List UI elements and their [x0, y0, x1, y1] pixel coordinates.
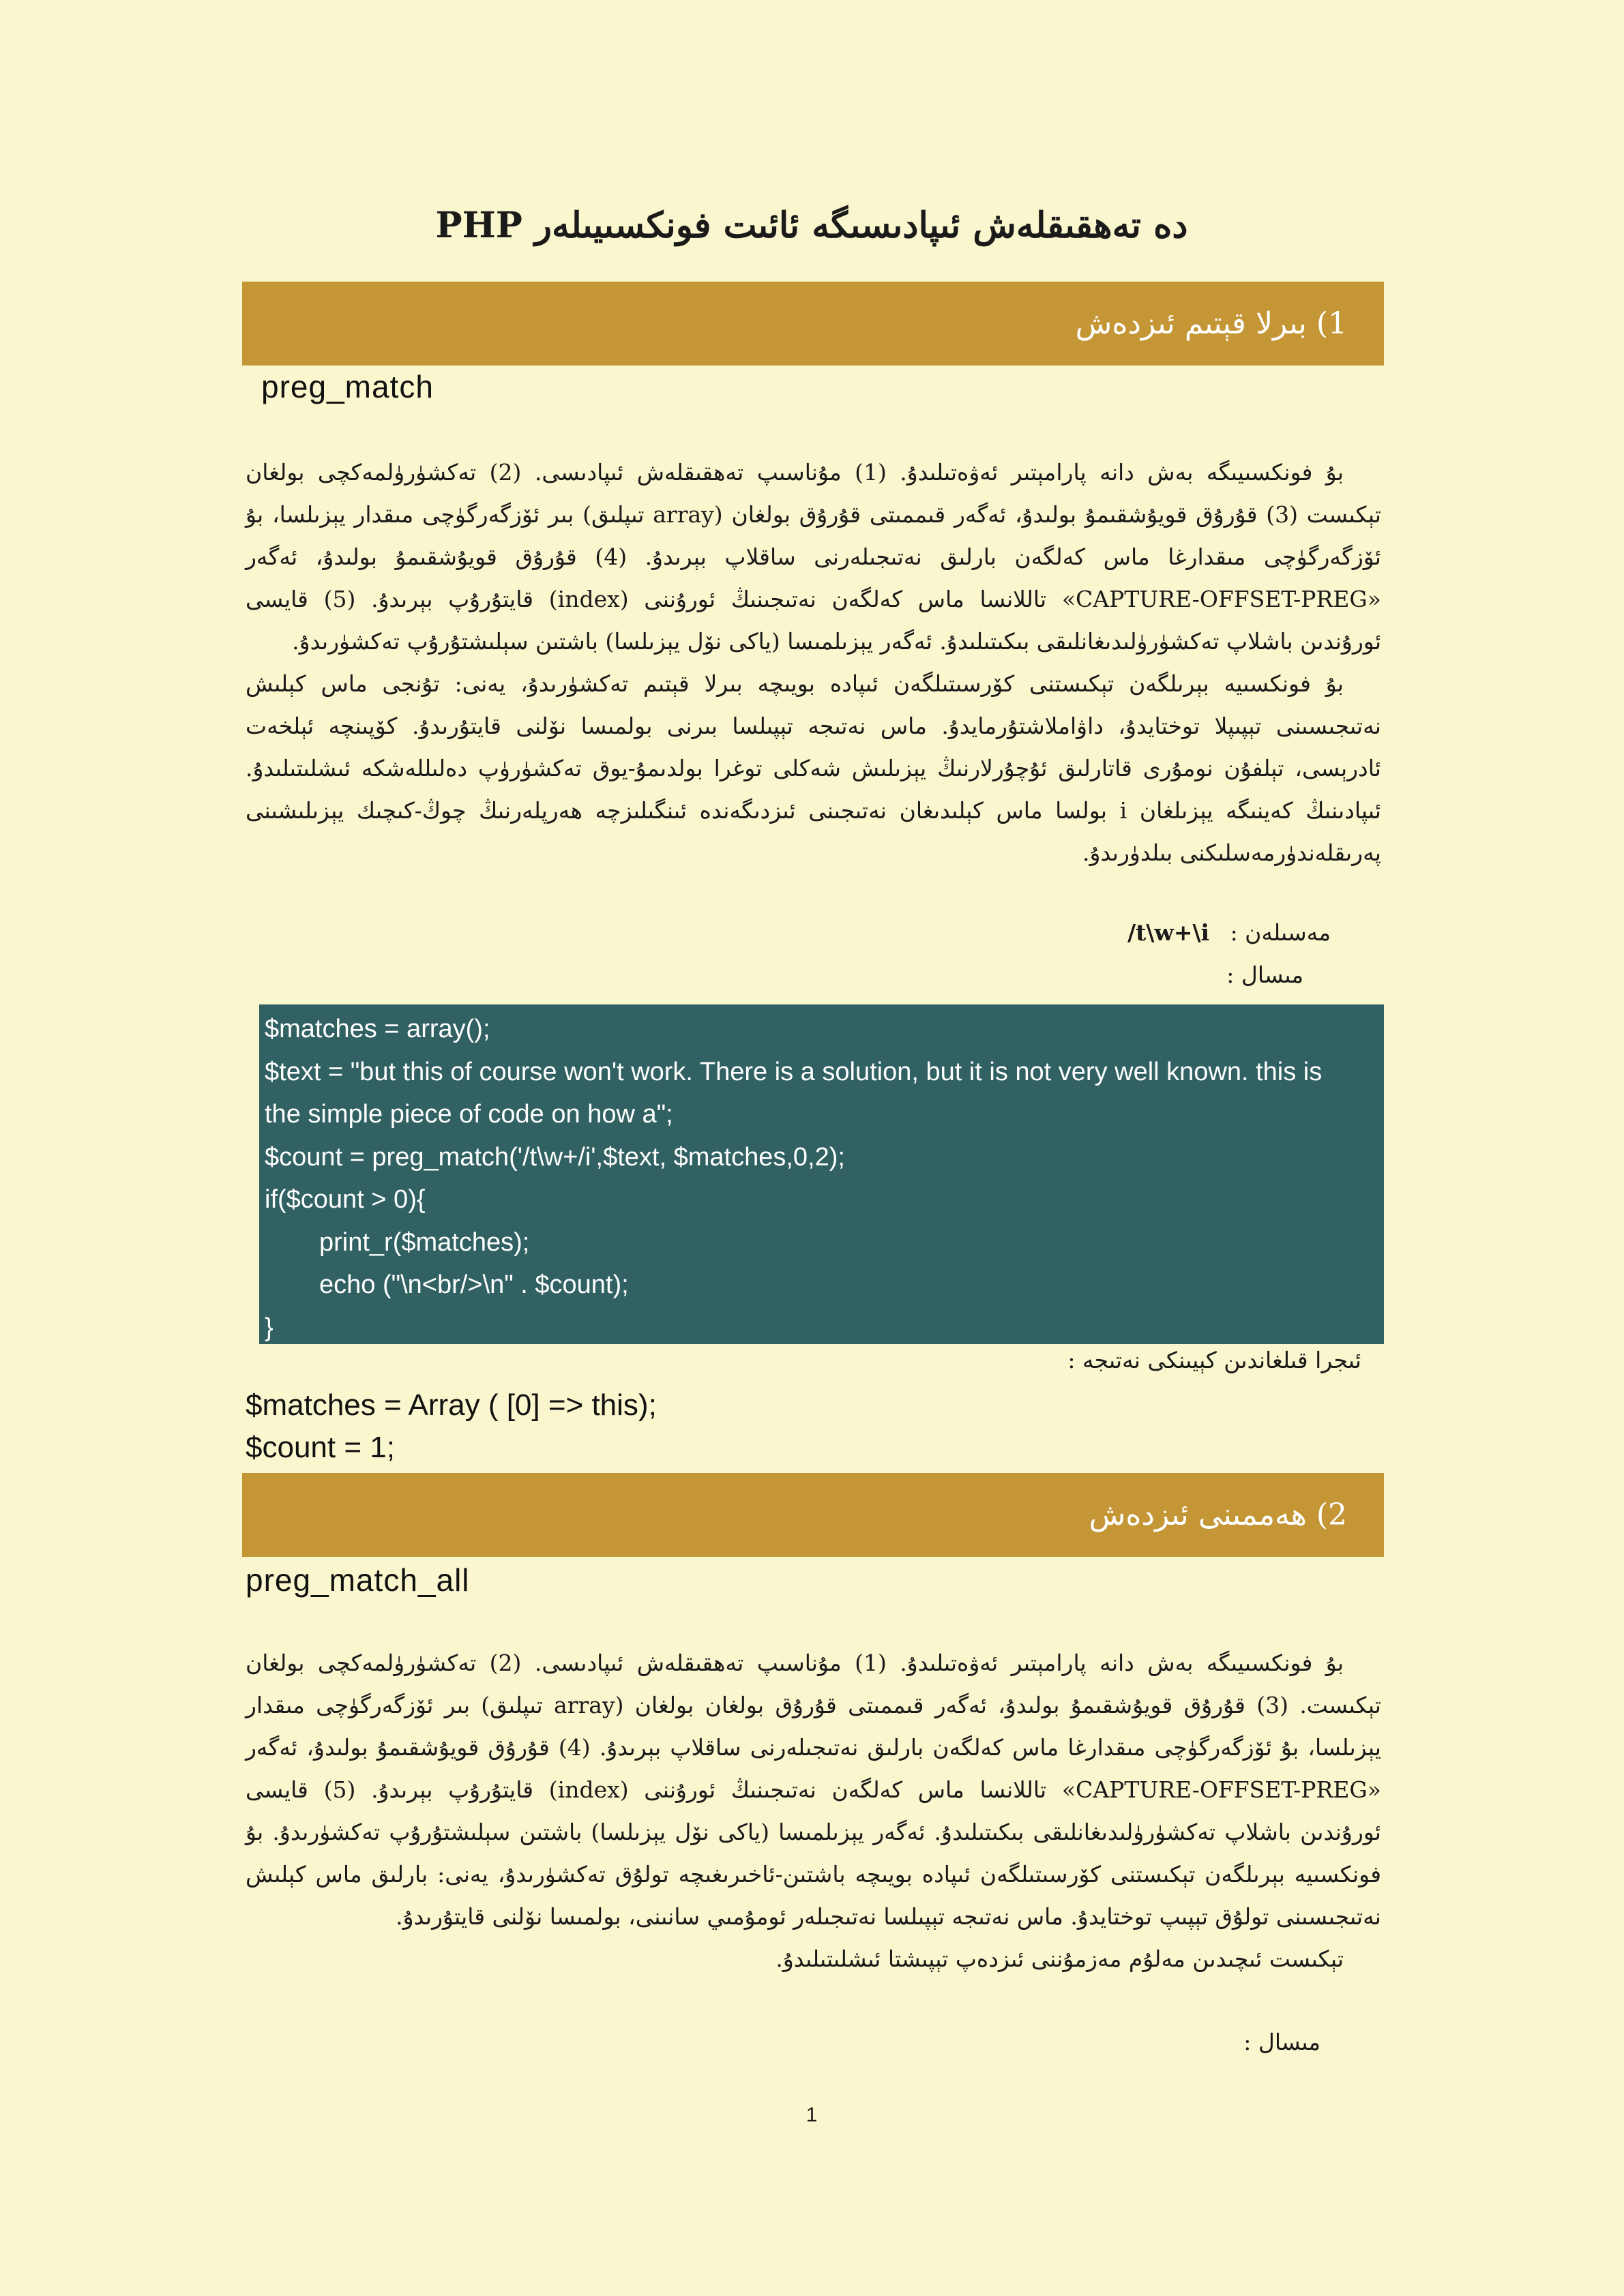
- section1-paragraph-1: بۇ فونكسىيىگە بەش دانە پارامېتىر ئەۋەتىلىدۇ. (1) مۇناسىپ تەھقىقلەش ئىپادىسى. (2) تەكشۈرۈلمەكچى بولغان تېكىست (3) قۇرۇق قويۇشقىمۇ بولىدۇ، ئەگەر قىممىتى قۇرۇق بولغان (array تىپلىق) بىر ئۆزگەرگۈچى مىقدار يېزىلسا، بۇ ئۆزگەرگۈچى مىقدارغا ماس كەلگەن بارلىق نەتىجىلەرنى ساقلاپ بېرىدۇ. (4) قۇرۇق قويۇشقىمۇ بولىدۇ، ئەگەر «CAPTURE-OFFSET-PREG» تاللانسا ماس كەلگەن نەتىجىنىڭ ئورۇننى (index) قايتۇرۇپ بېرىدۇ. (5) قايسى ئورۇندىن باشلاپ تەكشۈرۈلىدىغانلىقى بىكىتىلىدۇ. ئەگەر يېزىلمىسا (ياكى نۆل يېزىلسا) باشتىن سېلىشتۇرۇپ تەكشۈرىدۇ.: [246, 459, 1381, 655]
- section1-description: [246, 451, 1381, 874]
- code-line: echo ("\n<br/>\n" . $count);: [319, 1270, 629, 1299]
- section-banner-label: 2) ھەممىنى ئىزدەش: [1089, 1497, 1347, 1532]
- expression-value: /t\w+\i: [1127, 919, 1210, 946]
- code-line: print_r($matches);: [319, 1227, 530, 1257]
- code-line: $text = "but this of course won't work. There is a solution, but it is not very well known. this is: [265, 1057, 1323, 1086]
- code-line: }: [265, 1313, 274, 1342]
- section-banner-single-search: [242, 282, 1384, 366]
- code-line: if($count > 0){: [265, 1185, 426, 1214]
- section2-paragraph-2: تېكىست ئىچىدىن مەلۇم مەزمۇننى ئىزدەپ تېپىشتا ئىشلىتىلىدۇ.: [776, 1945, 1344, 1972]
- code-block: [259, 1004, 1384, 1344]
- function-name-preg-match-all: preg_match_all: [246, 1562, 470, 1598]
- code-line: the simple piece of code on how a";: [265, 1100, 673, 1129]
- code-line: $count = preg_match('/t\w+/i',$text, $matches,0,2);: [265, 1142, 845, 1172]
- code-line: $matches = array();: [265, 1015, 490, 1043]
- section-banner-label: 1) بىرلا قېتىم ئىزدەش: [1075, 306, 1347, 341]
- page-number: 1: [806, 2104, 818, 2126]
- section1-paragraph-2: بۇ فونكسىيە بېرىلگەن تېكىستنى كۆرسىتىلگەن ئىپادە بويىچە بىرلا قېتىم تەكشۈرىدۇ، يەنى: تۇنجى ماس كېلىش نەتىجىسىنى تېپىپلا توختايدۇ، داۋاملاشتۇرمايدۇ. ماس نەتىجە تېپىلسا بىرنى بولمىسا نۆلنى قايتۇرىدۇ. كۆپىنچە ئېلخەت ئادرېسى، تېلفۇن نومۇرى قاتارلىق ئۇچۇرلارنىڭ يېزىلىش شەكلى توغرا بولدىمۇ-يوق تەكشۈرۈپ دەلىللەشكە ئىشلىتىلىدۇ. ئىپادىنىڭ كەينىگە يېزىلغان i بولسا ماس كېلىدىغان نەتىجىنى ئىزدىگەندە ئىنگىلىزچە ھەرپلەرنىڭ چوڭ-كىچىك يېزىلىشىنى پەرىقلەندۈرمەسلىكنى بىلدۈرىدۇ.: [246, 670, 1381, 866]
- result-line-count: $count = 1;: [246, 1431, 395, 1464]
- example-label-2: مىسال :: [1243, 2029, 1320, 2055]
- expression-line: [1127, 919, 1331, 946]
- function-name-preg-match: preg_match: [261, 369, 434, 404]
- section-banner-search-all: [242, 1473, 1384, 1557]
- section2-paragraph-1: بۇ فونكسىيىگە بەش دانە پارامېتىر ئەۋەتىلىدۇ. (1) مۇناسىپ تەھقىقلەش ئىپادىسى. (2) تەكشۈرۈلمەكچى بولغان تېكىست. (3) قۇرۇق قويۇشقىمۇ بولىدۇ، ئەگەر قىممىتى قۇرۇق بولغان بولغان (array تىپلىق) بىر ئۆزگەرگۈچى مىقدار يېزىلسا، بۇ ئۆزگەرگۈچى مىقدارغا ماس كەلگەن بارلىق نەتىجىلەرنى ساقلاپ بېرىدۇ. (4) قۇرۇق قويۇشقىمۇ بولىدۇ، ئەگەر «CAPTURE-OFFSET-PREG» تاللانسا ماس كەلگەن نەتىجىنىڭ ئورۇننى (index) قايتۇرۇپ بېرىدۇ. (5) قايسى ئورۇندىن باشلاپ تەكشۈرۈلىدىغانلىقى بىكىتىلىدۇ. ئەگەر يېزىلمىسا (ياكى نۆل يېزىلسا) باشتىن سېلىشتۇرۇپ تەكشۈرىدۇ. بۇ فونكسىيە بېرىلگەن تېكىستنى كۆرسىتىلگەن ئىپادە بويىچە باشتىن-ئاخىرىغىچە تولۇق تەكشۈرىدۇ، يەنى: بارلىق ماس كېلىش نەتىجىسىنى تولۇق تېپىپ توختايدۇ. ماس نەتىجە تېپىلسا نەتىجىلەر ئومۇمىي سانىنى، بولمىسا نۆلنى قايتۇرىدۇ.: [246, 1650, 1381, 1930]
- section2-description: [246, 1642, 1381, 1980]
- expression-label: مەسىلەن :: [1230, 919, 1331, 946]
- result-line-matches: $matches = Array ( [0] => this);: [246, 1388, 657, 1422]
- page-title: PHP دە تەھقىقلەش ئىپادىسىگە ئائىت فونكسىيىلەر: [435, 205, 1188, 246]
- result-label: ئىجرا قىلغاندىن كېيىنكى نەتىجە :: [1067, 1347, 1361, 1373]
- example-label: مىسال :: [1226, 961, 1303, 988]
